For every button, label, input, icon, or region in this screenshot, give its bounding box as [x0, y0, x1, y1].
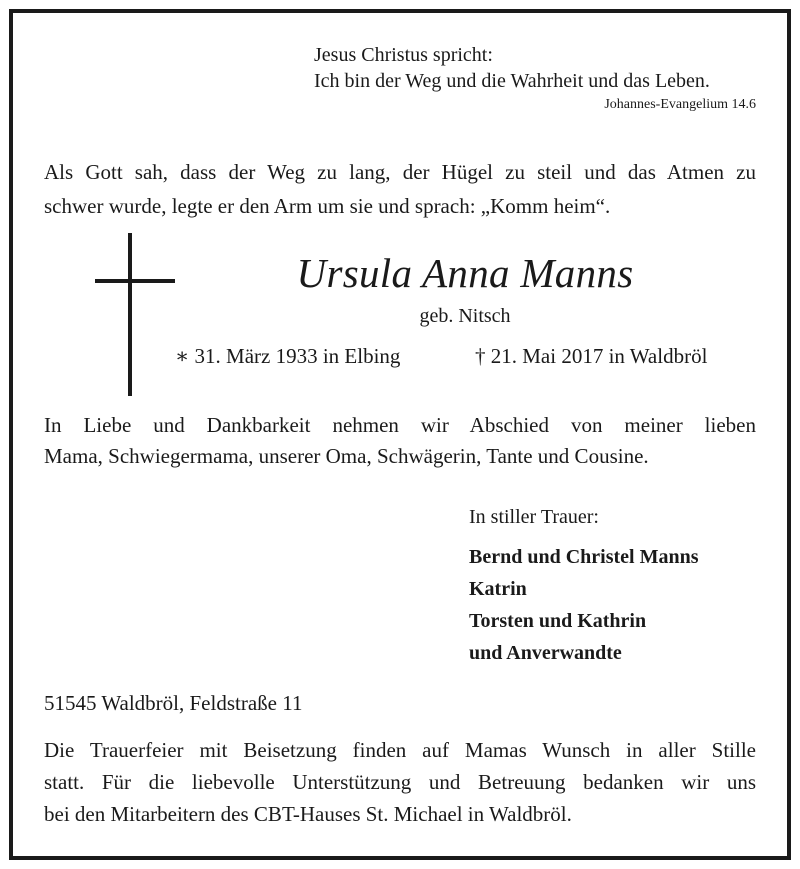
service-line-1: Die Trauerfeier mit Beisetzung finden auf Mamas Wunsch in aller Stille: [44, 738, 756, 762]
mourner-name: Bernd und Christel Manns: [469, 546, 699, 568]
mourner-name: Katrin: [469, 578, 527, 600]
mourner-name: Torsten und Kathrin: [469, 610, 647, 632]
service-line-2: statt. Für die liebevolle Unterstützung und Betreuung bedanken wir uns: [44, 770, 756, 794]
intro-line-1: Als Gott sah, dass der Weg zu lang, der Hügel zu steil und das Atmen zu: [44, 160, 756, 184]
quote-line-1: Jesus Christus spricht:: [314, 44, 493, 66]
service-line-3: bei den Mitarbeitern des CBT-Hauses St. Michael in Waldbröl.: [44, 802, 572, 826]
mourner-name: und Anverwandte: [469, 642, 622, 664]
maiden-name: geb. Nitsch: [419, 305, 511, 327]
mourners-heading: In stiller Trauer:: [469, 506, 599, 528]
intro-line-2: schwer wurde, legte er den Arm um sie und sprach: „Komm heim“.: [44, 194, 611, 218]
quote-line-2: Ich bin der Weg und die Wahrheit und das Leben.: [314, 70, 710, 92]
quote-reference: Johannes-Evangelium 14.6: [604, 97, 756, 112]
address: 51545 Waldbröl, Feldstraße 11: [44, 691, 303, 715]
farewell-line-1: In Liebe und Dankbarkeit nehmen wir Abschied von meiner lieben: [44, 413, 756, 437]
deceased-name: Ursula Anna Manns: [296, 250, 634, 296]
death-date: † 21. Mai 2017 in Waldbröl: [475, 344, 708, 368]
birth-date: ∗ 31. März 1933 in Elbing: [175, 344, 401, 368]
farewell-line-2: Mama, Schwiegermama, unserer Oma, Schwägerin, Tante und Cousine.: [44, 444, 649, 468]
